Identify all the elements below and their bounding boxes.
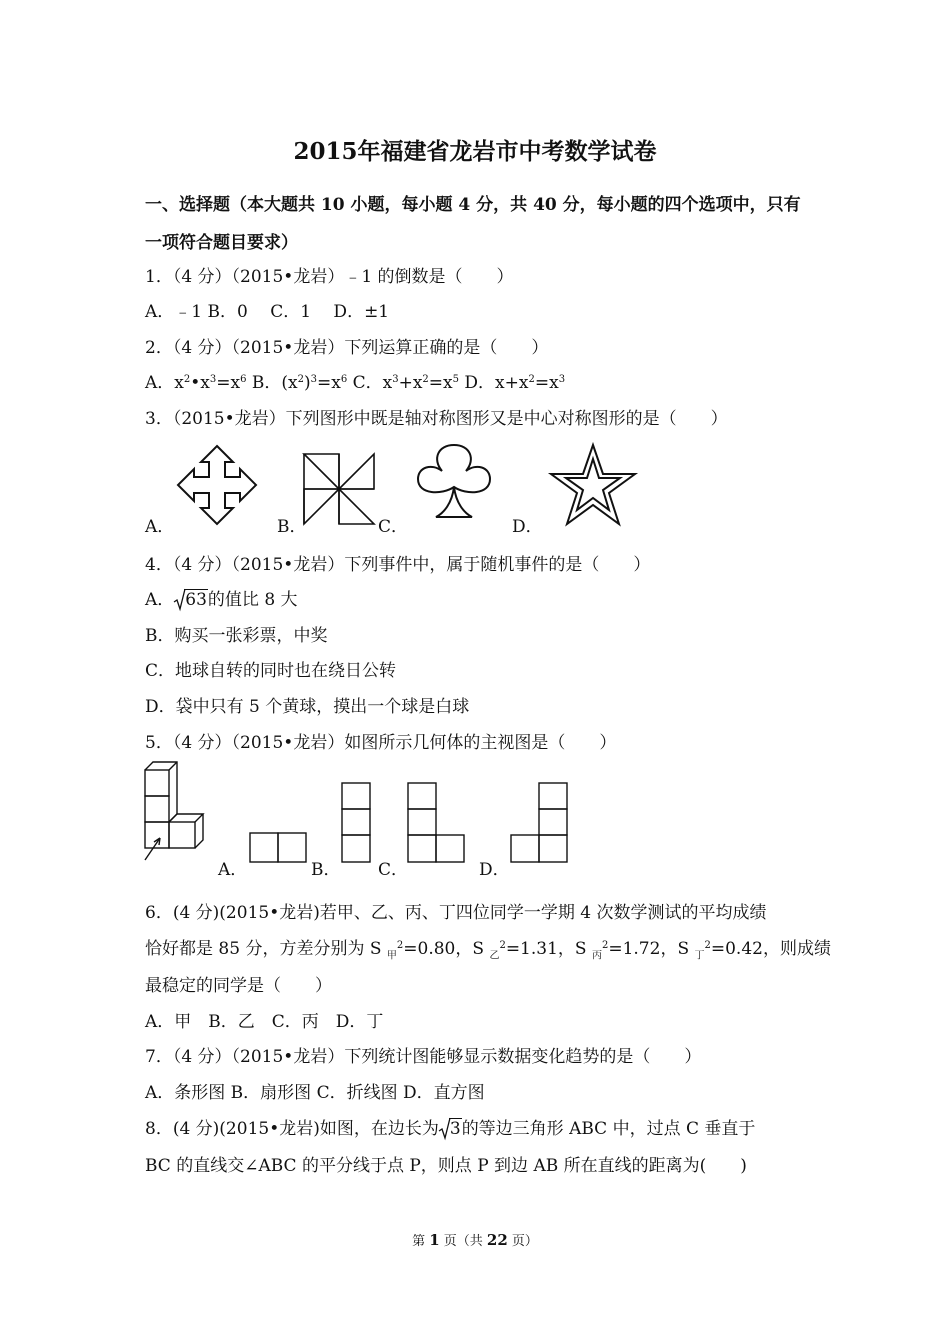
q5-label-b: B．: [311, 860, 341, 880]
q5-label-d: D．: [479, 860, 510, 880]
q4-option-c: C．地球自转的同时也在绕日公转: [145, 661, 397, 681]
front-view-option-d: [510, 782, 570, 864]
q6-line3: 最稳定的同学是（ ）: [145, 976, 332, 996]
q8-line2: BC 的直线交∠ABC 的平分线于点 P，则点 P 到边 AB 所在直线的距离为( ): [145, 1156, 747, 1176]
q2-options: A．$x^2•x^3=x^6$ B．$(x^2)^3=x^6$ C．$x^3+x^2=x^5$ D．$x+x^2=x^3$: [145, 373, 566, 393]
q1-stem: 1．（4 分）（2015•龙岩）﹣1 的倒数是（ ）: [145, 267, 514, 287]
q5-label-a: A．: [218, 860, 248, 880]
double-star-icon: [548, 443, 638, 527]
q7-options: A．条形图 B．扇形图 C．折线图 D．直方图: [145, 1083, 485, 1103]
q5-label-c: C．: [378, 860, 409, 880]
q3-label-a: A．: [145, 517, 175, 537]
q3-label-d: D．: [512, 517, 543, 537]
q3-label-c: C．: [378, 517, 409, 537]
q1-options: A．﹣1 B．0 C．1 D．±1: [145, 302, 390, 322]
section-heading-line1: 一、选择题（本大题共 10 小题，每小题 4 分，共 40 分，每小题的四个选项中，只有: [145, 195, 801, 215]
q2-stem: 2．（4 分）（2015•龙岩）下列运算正确的是（ ）: [145, 338, 549, 358]
front-view-option-c: [407, 782, 467, 864]
q4-stem: 4．（4 分）（2015•龙岩）下列事件中，属于随机事件的是（ ）: [145, 555, 651, 575]
q5-stem: 5．（4 分）（2015•龙岩）如图所示几何体的主视图是（ ）: [145, 733, 617, 753]
page-number: 1: [429, 1231, 440, 1249]
cube-solid-figure: [140, 760, 210, 865]
q4-option-b: B．购买一张彩票，中奖: [145, 626, 328, 646]
sqrt-icon: 63: [174, 590, 208, 610]
q6-line1: 6．(4 分)(2015•龙岩)若甲、乙、丙、丁四位同学一学期 4 次数学测试的平均成绩: [145, 903, 767, 923]
page-total: 22: [486, 1231, 508, 1249]
front-view-option-a: [249, 832, 309, 864]
club-icon: [412, 443, 496, 523]
four-arrow-cross-icon: [175, 443, 259, 527]
q6-line2: 恰好都是 85 分，方差分别为 S $_甲^2$=0.80，S $_乙^2$=1.31，S $_丙^2$=1.72，S $_丁^2$=0.42，则成绩: [145, 939, 831, 962]
q3-label-b: B．: [277, 517, 307, 537]
front-view-option-b: [341, 782, 373, 864]
q7-stem: 7．（4 分）（2015•龙岩）下列统计图能够显示数据变化趋势的是（ ）: [145, 1047, 702, 1067]
pinwheel-icon: [302, 452, 376, 526]
q8-line1: 8．(4 分)(2015•龙岩)如图，在边长为 3的等边三角形 ABC 中，过点 C 垂直于: [145, 1119, 756, 1139]
q6-options: A．甲 B．乙 C．丙 D．丁: [145, 1012, 384, 1032]
page-title: 2015年福建省龙岩市中考数学试卷: [293, 138, 657, 165]
q4-option-a: A． 63的值比 8 大: [145, 590, 298, 610]
section-heading-line2: 一项符合题目要求）: [145, 233, 298, 253]
q3-stem: 3．（2015•龙岩）下列图形中既是轴对称图形又是中心对称图形的是（ ）: [145, 409, 728, 429]
page-footer: 第 1 页（共 22 页）: [412, 1231, 538, 1249]
q4-option-d: D．袋中只有 5 个黄球，摸出一个球是白球: [145, 697, 470, 717]
sqrt-icon: 3: [439, 1119, 462, 1139]
